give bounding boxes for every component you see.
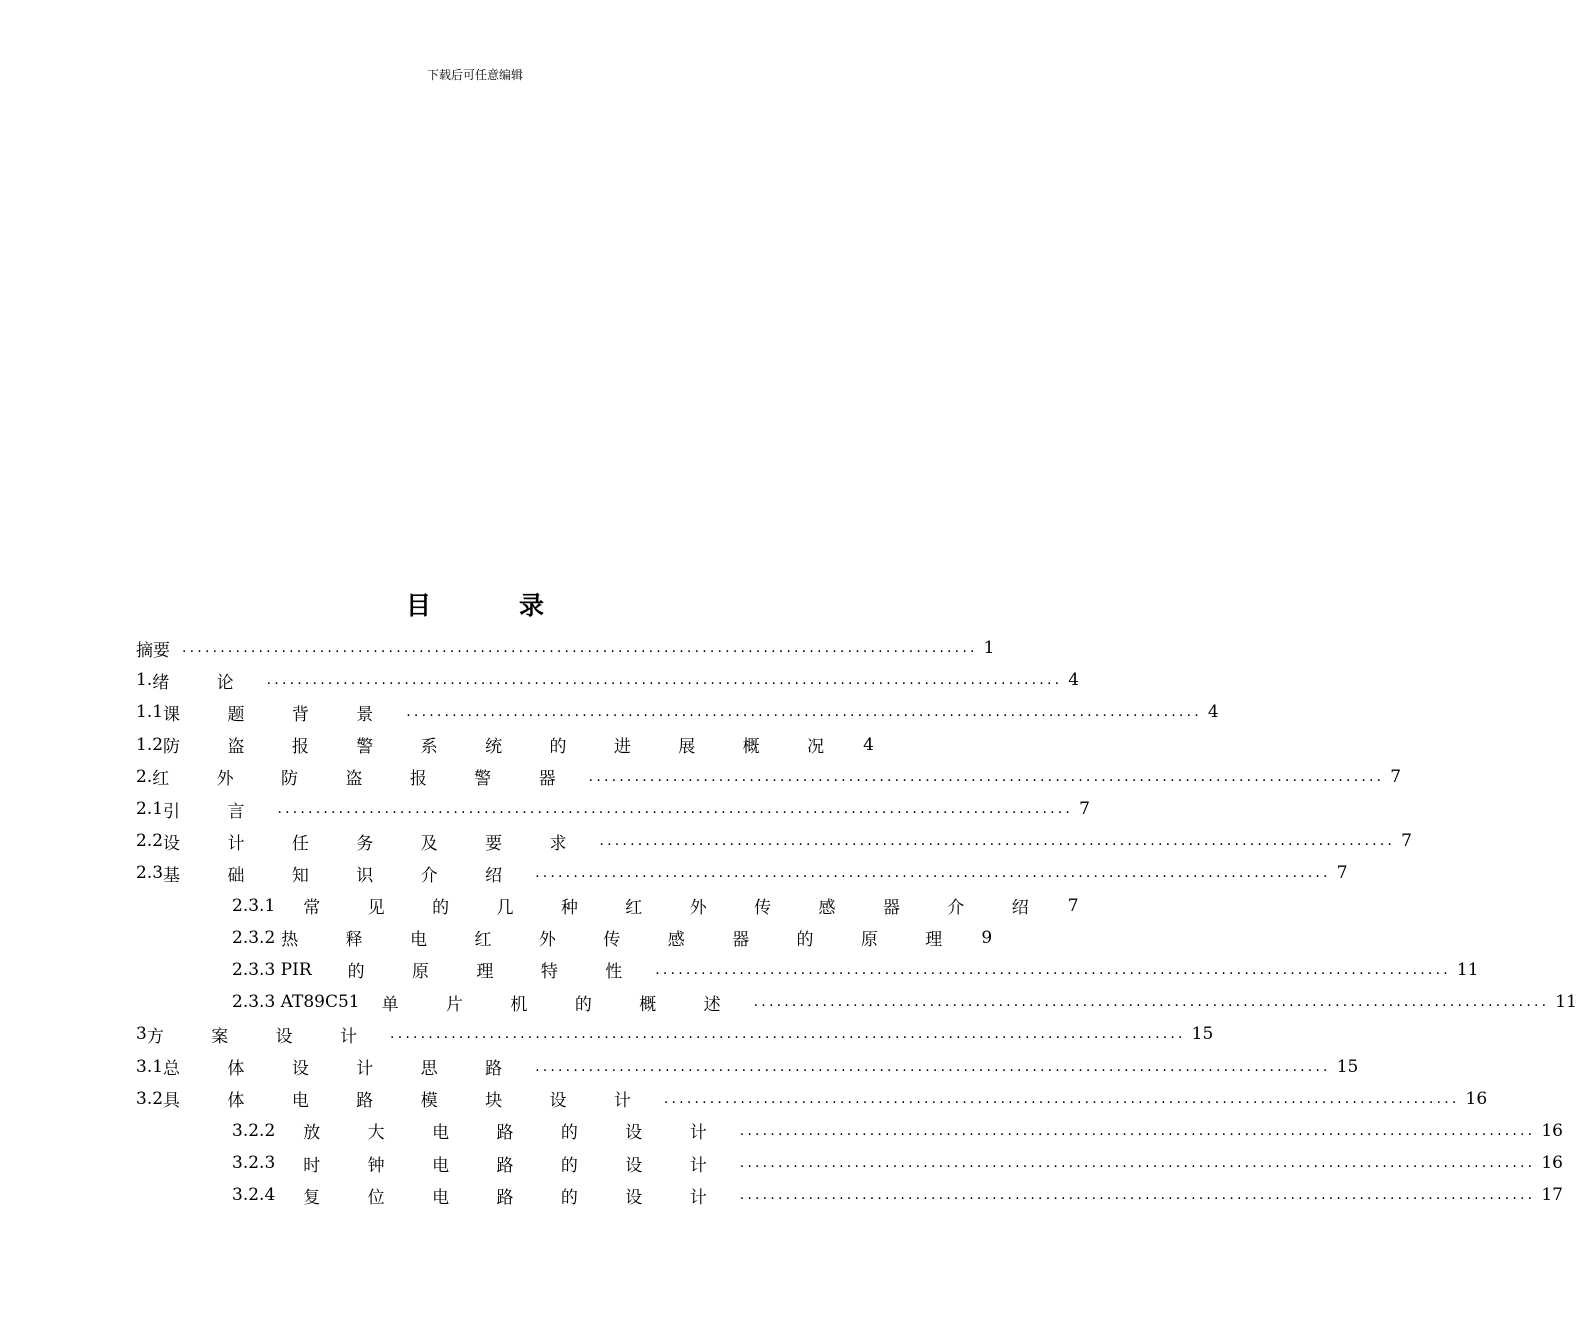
toc-leader-dots: ........................................................................................................ <box>599 833 1396 850</box>
toc-entry-number: 2. <box>136 766 153 787</box>
toc-entry-number: 2.3.3 AT89C51 <box>232 992 360 1013</box>
toc-entry[interactable] <box>136 890 1079 922</box>
toc-entry-label: 复 位 电 路 的 设 计 <box>303 1187 728 1208</box>
toc-entry-number: 3.2.3 <box>232 1153 276 1174</box>
toc-entry-page: 7 <box>1336 863 1348 884</box>
toc-entry-page: 7 <box>1390 766 1402 787</box>
toc-leader-dots: ........................................................................................................ <box>655 961 1451 978</box>
toc-entry-label: 方 案 设 计 <box>146 1026 379 1047</box>
toc-entry[interactable] <box>136 1147 1563 1179</box>
toc-title-right: 录 <box>519 591 545 620</box>
toc-entry-page: 7 <box>1067 895 1079 916</box>
toc-entry-number: 3.2 <box>136 1088 164 1109</box>
toc-entry-number: 2.3.2 <box>232 927 276 948</box>
toc-entry-page: 4 <box>1207 702 1219 723</box>
toc-entry-label: 时 钟 电 路 的 设 计 <box>303 1155 728 1176</box>
toc-entry-number: 2.3.3 PIR <box>232 959 312 980</box>
toc-title <box>0 586 950 622</box>
toc-entry-page: 17 <box>1541 1185 1563 1206</box>
toc-title-left: 目 <box>405 591 431 620</box>
toc-entry-label: 设 计 任 务 及 要 求 <box>163 833 588 854</box>
toc-entry-label: 引 言 <box>163 801 266 822</box>
toc-leader-dots: ........................................................................................................ <box>277 801 1074 818</box>
toc-entry-page: 16 <box>1541 1120 1563 1141</box>
toc-entry-page: 15 <box>1336 1056 1359 1077</box>
toc-entry-label: 红 外 防 盗 报 警 器 <box>152 769 577 790</box>
toc-entry[interactable] <box>136 825 1412 857</box>
toc-leader-dots: ........................................................................................................ <box>739 1122 1536 1139</box>
toc-entry-number: 2.1 <box>136 799 164 820</box>
toc-leader-dots: ........................................................................................................ <box>739 1187 1536 1204</box>
toc-leader-dots: ........................................................................................................ <box>535 1058 1331 1075</box>
toc-entry[interactable] <box>136 1050 1359 1082</box>
toc-entry-label: 单 片 机 的 概 述 <box>381 994 742 1015</box>
toc-leader-dots: ........................................................................................................ <box>266 672 1063 689</box>
toc-entry-page: 9 <box>981 927 993 948</box>
toc-leader-dots: ........................................................................................................ <box>535 865 1331 882</box>
toc-entry-number: 2.3.1 <box>232 895 276 916</box>
toc-leader-dots: ........................................................................................................ <box>406 704 1202 721</box>
toc-entry-label: 要 <box>153 640 170 661</box>
toc-entry[interactable] <box>136 1018 1214 1050</box>
toc-entry-label: 绪 论 <box>152 672 255 693</box>
toc-entry-label: 放 大 电 路 的 设 计 <box>303 1123 728 1144</box>
toc-leader-dots: ........................................................................................................ <box>753 994 1550 1011</box>
toc-entry-page: 16 <box>1465 1088 1488 1109</box>
toc-entry-label: 的 原 理 特 性 <box>347 962 644 983</box>
toc-leader-dots: ........................................................................................................ <box>182 640 978 657</box>
toc-entry-label: 总 体 设 计 思 路 <box>163 1059 524 1080</box>
toc-entry-number: 3 <box>136 1024 147 1045</box>
table-of-contents <box>136 632 1577 1211</box>
toc-entry-number: 2.3 <box>136 863 164 884</box>
toc-entry[interactable] <box>136 632 995 664</box>
toc-entry[interactable] <box>136 1083 1488 1115</box>
toc-entry[interactable] <box>136 1115 1563 1147</box>
toc-leader-dots: ........................................................................................................ <box>588 768 1385 785</box>
toc-entry-number: 2.2 <box>136 831 164 852</box>
toc-entry[interactable] <box>136 857 1348 889</box>
toc-entry[interactable] <box>136 761 1402 793</box>
toc-entry[interactable] <box>136 922 993 954</box>
toc-entry-label: 具 体 电 路 模 块 设 计 <box>163 1091 652 1112</box>
toc-entry-label: 常 见 的 几 种 红 外 传 感 器 介 绍 <box>303 898 1050 919</box>
toc-entry-number: 3.2.2 <box>232 1120 276 1141</box>
toc-entry-page: 4 <box>1068 670 1080 691</box>
toc-entry[interactable] <box>136 1179 1563 1211</box>
toc-entry-label: 课 题 背 景 <box>163 704 395 725</box>
toc-entry[interactable] <box>136 986 1577 1018</box>
toc-entry-page: 7 <box>1401 831 1412 852</box>
toc-entry[interactable] <box>136 793 1090 825</box>
toc-entry[interactable] <box>136 954 1479 986</box>
toc-entry-page: 11 <box>1555 992 1577 1013</box>
toc-entry-number: 1. <box>136 670 153 691</box>
toc-entry[interactable] <box>136 664 1080 696</box>
toc-entry-label: 热 释 电 红 外 传 感 器 的 原 理 <box>281 930 964 951</box>
toc-entry-number: 1.2 <box>136 734 164 755</box>
toc-entry-page: 7 <box>1079 799 1090 820</box>
toc-entry[interactable] <box>136 729 874 761</box>
page-header: 下载后可任意编辑 <box>426 68 523 82</box>
toc-entry-page: 1 <box>983 638 995 659</box>
toc-entry-number: 摘 <box>136 640 153 661</box>
toc-entry-number: 3.2.4 <box>232 1185 276 1206</box>
toc-entry-page: 16 <box>1541 1153 1563 1174</box>
toc-leader-dots: ........................................................................................................ <box>739 1155 1536 1172</box>
toc-entry-number: 1.1 <box>136 702 164 723</box>
toc-leader-dots: ........................................................................................................ <box>390 1026 1186 1043</box>
toc-entry-page: 15 <box>1191 1024 1214 1045</box>
toc-entry-page: 11 <box>1456 959 1479 980</box>
toc-entry[interactable] <box>136 696 1219 728</box>
toc-entry-label: 防 盗 报 警 系 统 的 进 展 概 况 <box>163 737 846 758</box>
toc-entry-number: 3.1 <box>136 1056 164 1077</box>
toc-entry-page: 4 <box>863 734 874 755</box>
toc-entry-label: 基 础 知 识 介 绍 <box>163 865 524 886</box>
toc-leader-dots: ........................................................................................................ <box>663 1090 1460 1107</box>
